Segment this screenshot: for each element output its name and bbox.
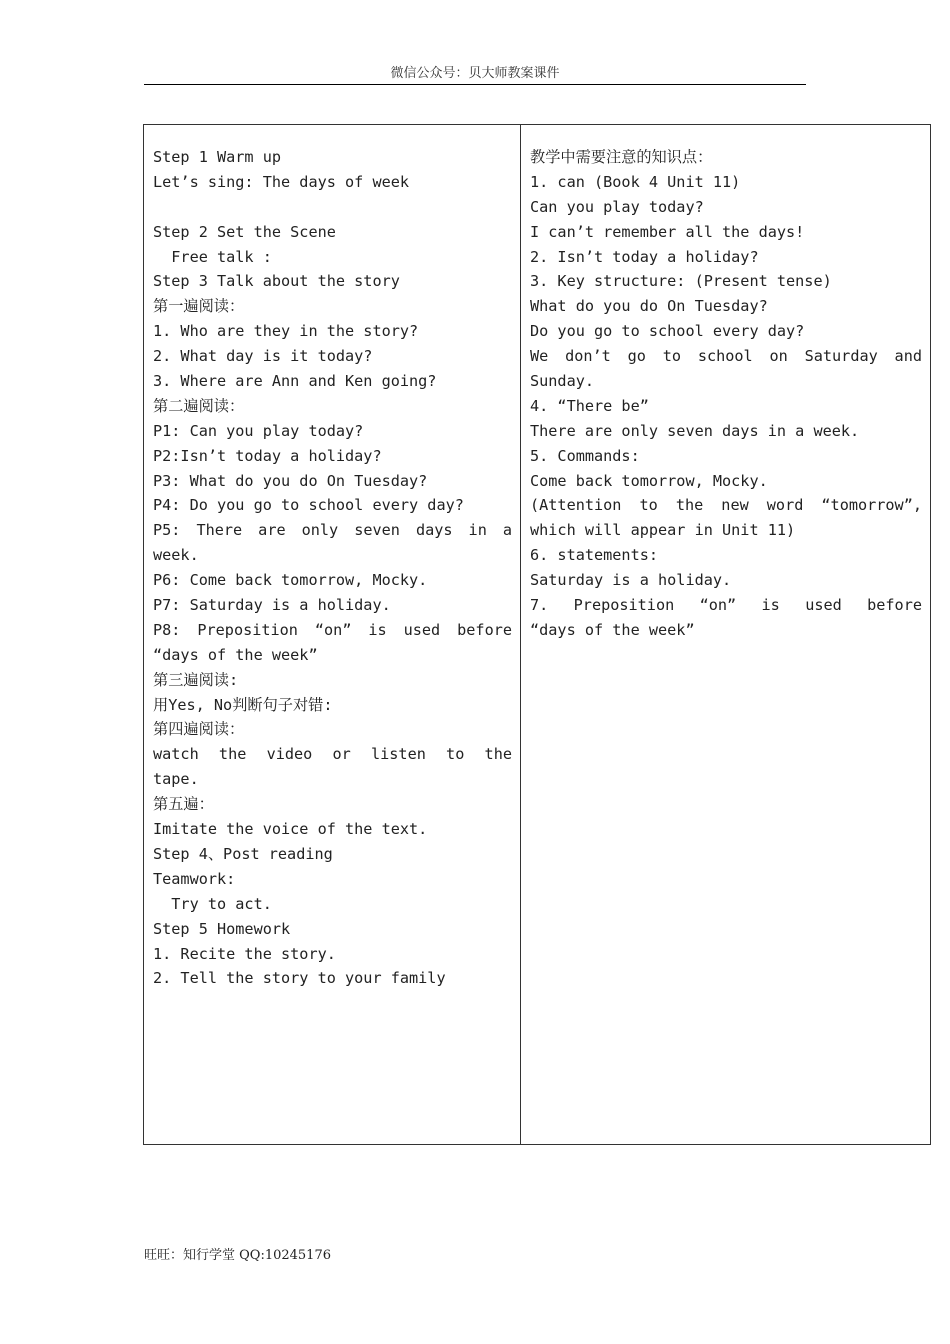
step-line: P2:Isn’t today a holiday? bbox=[153, 446, 382, 465]
knowledge-point-line: We don’t go to school on Saturday and bbox=[530, 347, 922, 366]
knowledge-point-line: I can’t remember all the days! bbox=[530, 222, 805, 241]
lesson-table bbox=[143, 124, 931, 1145]
step-line: 1. Who are they in the story? bbox=[153, 322, 419, 341]
step-line: Step 2 Set the Scene bbox=[153, 222, 336, 241]
step-line: Step 5 Homework bbox=[153, 919, 291, 938]
knowledge-point-line: Come back tomorrow, Mocky. bbox=[530, 471, 768, 490]
knowledge-point-line: 6. statements: bbox=[530, 546, 659, 565]
step-line bbox=[153, 195, 512, 220]
knowledge-point-line: Sunday. bbox=[530, 372, 595, 391]
step-line: week. bbox=[153, 546, 199, 565]
step-line: Step 3 Talk about the story bbox=[153, 272, 400, 291]
step-line: P8: Preposition “on” is used before bbox=[153, 620, 512, 639]
step-line: P3: What do you do On Tuesday? bbox=[153, 471, 428, 490]
step-line: 2. What day is it today? bbox=[153, 347, 373, 366]
knowledge-point-line: (Attention to the new word “tomorrow”, bbox=[530, 496, 922, 515]
knowledge-point-line: What do you do On Tuesday? bbox=[530, 297, 768, 316]
step-line: 第三遍阅读: bbox=[153, 670, 239, 689]
step-line: P5: There are only seven days in a bbox=[153, 521, 512, 540]
step-line: 第一遍阅读： bbox=[153, 297, 245, 316]
step-line: P6: Come back tomorrow, Mocky. bbox=[153, 571, 428, 590]
step-line: 3. Where are Ann and Ken going? bbox=[153, 372, 437, 391]
knowledge-point-line: 3. Key structure: (Present tense) bbox=[530, 272, 832, 291]
step-line: 2. Tell the story to your family bbox=[153, 969, 446, 988]
step-line: Try to act. bbox=[153, 894, 272, 913]
step-line: Free talk : bbox=[153, 247, 272, 266]
teaching-steps-column bbox=[144, 125, 521, 1144]
knowledge-point-line: 教学中需要注意的知识点： bbox=[530, 148, 713, 166]
step-line: P1: Can you play today? bbox=[153, 421, 364, 440]
step-line: watch the video or listen to the bbox=[153, 745, 512, 764]
step-line: P7: Saturday is a holiday. bbox=[153, 596, 391, 615]
step-line: “days of the week” bbox=[153, 645, 318, 664]
knowledge-points-column bbox=[521, 125, 930, 1144]
knowledge-point-line: 5. Commands: bbox=[530, 446, 640, 465]
step-line: 第五遍： bbox=[153, 795, 214, 814]
step-line: Teamwork: bbox=[153, 869, 236, 888]
step-line: Let’s sing: The days of week bbox=[153, 172, 410, 191]
knowledge-point-line: “days of the week” bbox=[530, 620, 695, 639]
knowledge-point-line: Can you play today? bbox=[530, 197, 704, 216]
step-line: 第四遍阅读： bbox=[153, 720, 245, 739]
knowledge-point-line: Saturday is a holiday. bbox=[530, 571, 732, 590]
step-line: tape. bbox=[153, 770, 199, 789]
knowledge-point-line: There are only seven days in a week. bbox=[530, 421, 860, 440]
knowledge-point-line: 2. Isn’t today a holiday? bbox=[530, 247, 759, 266]
knowledge-point-line: which will appear in Unit 11) bbox=[530, 521, 796, 540]
page-header: 微信公众号：贝大师教案课件 bbox=[144, 66, 806, 85]
step-line: 用Yes, No判断句子对错: bbox=[153, 695, 333, 714]
knowledge-point-line: 7. Preposition “on” is used before bbox=[530, 596, 922, 615]
step-line: P4: Do you go to school every day? bbox=[153, 496, 464, 515]
step-line: Step 4、Post reading bbox=[153, 844, 333, 863]
step-line: Imitate the voice of the text. bbox=[153, 820, 428, 839]
page-footer: 旺旺：知行学堂 QQ:10245176 bbox=[144, 1248, 331, 1263]
step-line: Step 1 Warm up bbox=[153, 148, 282, 166]
knowledge-point-line: 1. can (Book 4 Unit 11) bbox=[530, 172, 741, 191]
knowledge-point-line: 4. “There be” bbox=[530, 396, 649, 415]
knowledge-point-line: Do you go to school every day? bbox=[530, 322, 805, 341]
step-line: 第二遍阅读： bbox=[153, 396, 245, 415]
step-line: 1. Recite the story. bbox=[153, 944, 336, 963]
